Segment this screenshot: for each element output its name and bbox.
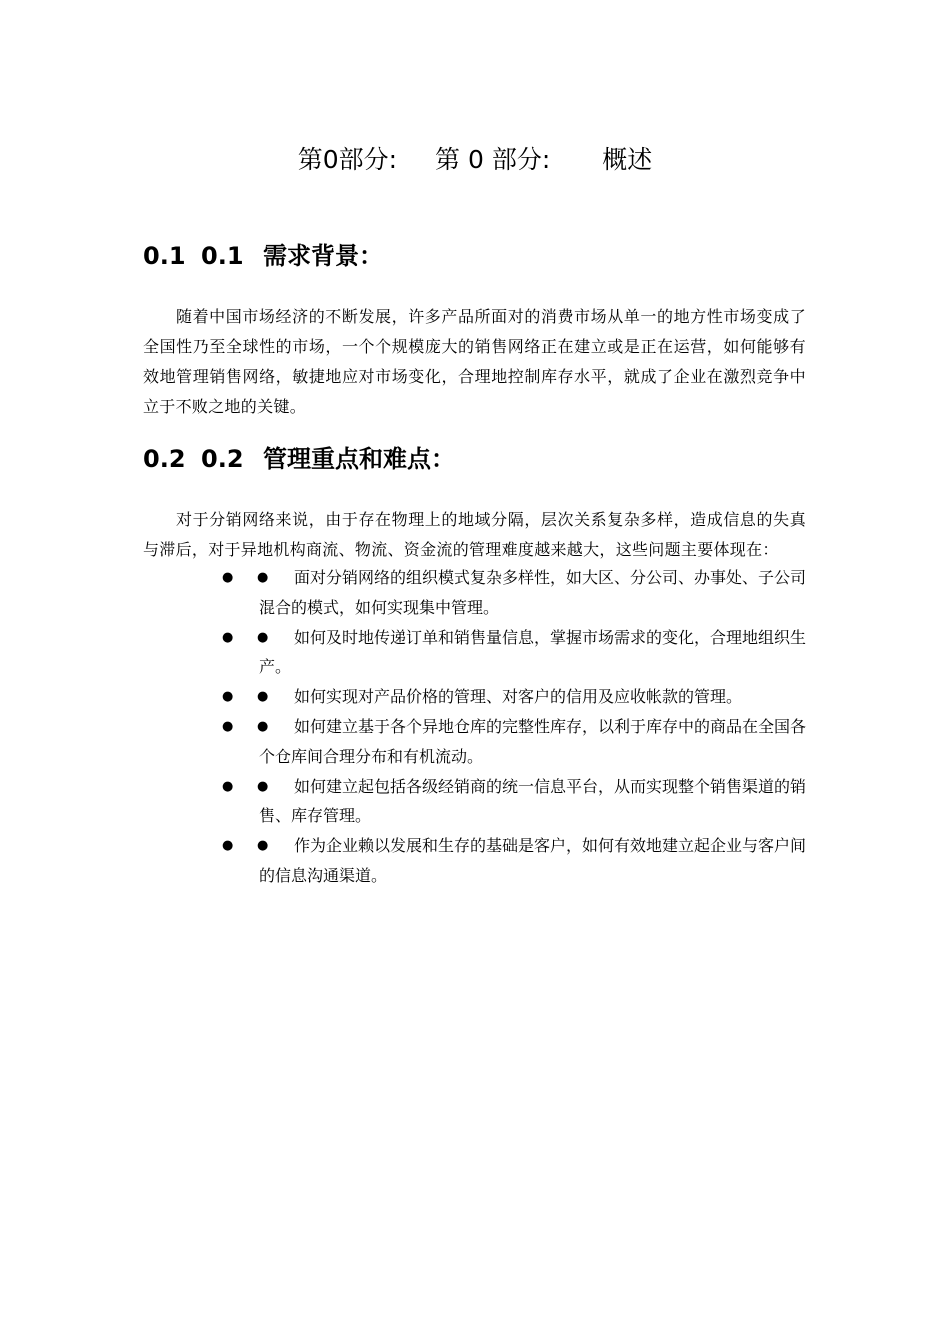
part-title-text: 概述 <box>602 145 653 174</box>
bullet-icon: ● <box>222 778 234 794</box>
list-item <box>222 712 806 771</box>
section-heading-2 <box>143 441 455 477</box>
list-item-text: 如何建立基于各个异地仓库的完整性库存，以利于库存中的商品在全国各个仓库间合理分布和有机流动。 <box>259 717 807 766</box>
bullet-icon: ● <box>222 570 234 585</box>
part-title-number: 第 0 部分: <box>435 145 551 174</box>
list-item-text: 如何及时地传递订单和销售量信息，掌握市场需求的变化，合理地组织生产。 <box>259 627 807 676</box>
list-item <box>222 563 806 622</box>
list-item-text: 面对分销网络的组织模式复杂多样性，如大区、分公司、办事处、子公司混合的模式，如何实现集中管理。 <box>259 568 807 617</box>
part-title <box>0 140 950 180</box>
section-heading-1 <box>143 238 383 274</box>
bullet-icon: ● <box>257 778 269 794</box>
section-1-number-a: 0.1 <box>143 242 186 270</box>
bullet-icon: ● <box>222 689 234 704</box>
bullet-icon: ● <box>257 689 269 704</box>
bullet-icon: ● <box>222 838 234 853</box>
list-item <box>222 831 806 890</box>
list-item-text: 如何实现对产品价格的管理、对客户的信用及应收帐款的管理。 <box>294 687 743 706</box>
section-2-title: 管理重点和难点： <box>263 445 455 473</box>
bullet-icon: ● <box>257 629 269 645</box>
bullet-icon: ● <box>257 570 269 585</box>
section-1-number-b: 0.1 <box>201 242 244 270</box>
bullet-icon: ● <box>222 629 234 645</box>
bullet-icon: ● <box>257 719 269 734</box>
section-2-number-a: 0.2 <box>143 445 186 473</box>
list-item-text: 作为企业赖以发展和生存的基础是客户，如何有效地建立起企业与客户间的信息沟通渠道。 <box>259 836 807 885</box>
bullet-icon: ● <box>222 719 234 734</box>
list-item <box>222 682 806 712</box>
issues-bullet-list <box>222 563 806 890</box>
section-2-number-b: 0.2 <box>201 445 244 473</box>
section-2-paragraph: 对于分销网络来说，由于存在物理上的地域分隔，层次关系复杂多样，造成信息的失真与滞后，对于异地机构商流、物流、资金流的管理难度越来越大，这些问题主要体现在： <box>143 510 806 559</box>
list-item <box>222 623 806 682</box>
bullet-icon: ● <box>257 838 269 853</box>
list-item <box>222 772 806 831</box>
section-1-paragraph: 随着中国市场经济的不断发展，许多产品所面对的消费市场从单一的地方性市场变成了全国性乃至全球性的市场，一个个规模庞大的销售网络正在建立或是正在运营，如何能够有效地管理销售网络，敏捷地应对市场变化，合理地控制库存水平，就成了企业在激烈竞争中立于不败之地的关键。 <box>143 307 806 416</box>
section-1-title: 需求背景： <box>263 242 383 270</box>
list-item-text: 如何建立起包括各级经销商的统一信息平台，从而实现整个销售渠道的销售、库存管理。 <box>259 776 807 825</box>
part-title-prefix: 第0部分: <box>297 145 398 174</box>
